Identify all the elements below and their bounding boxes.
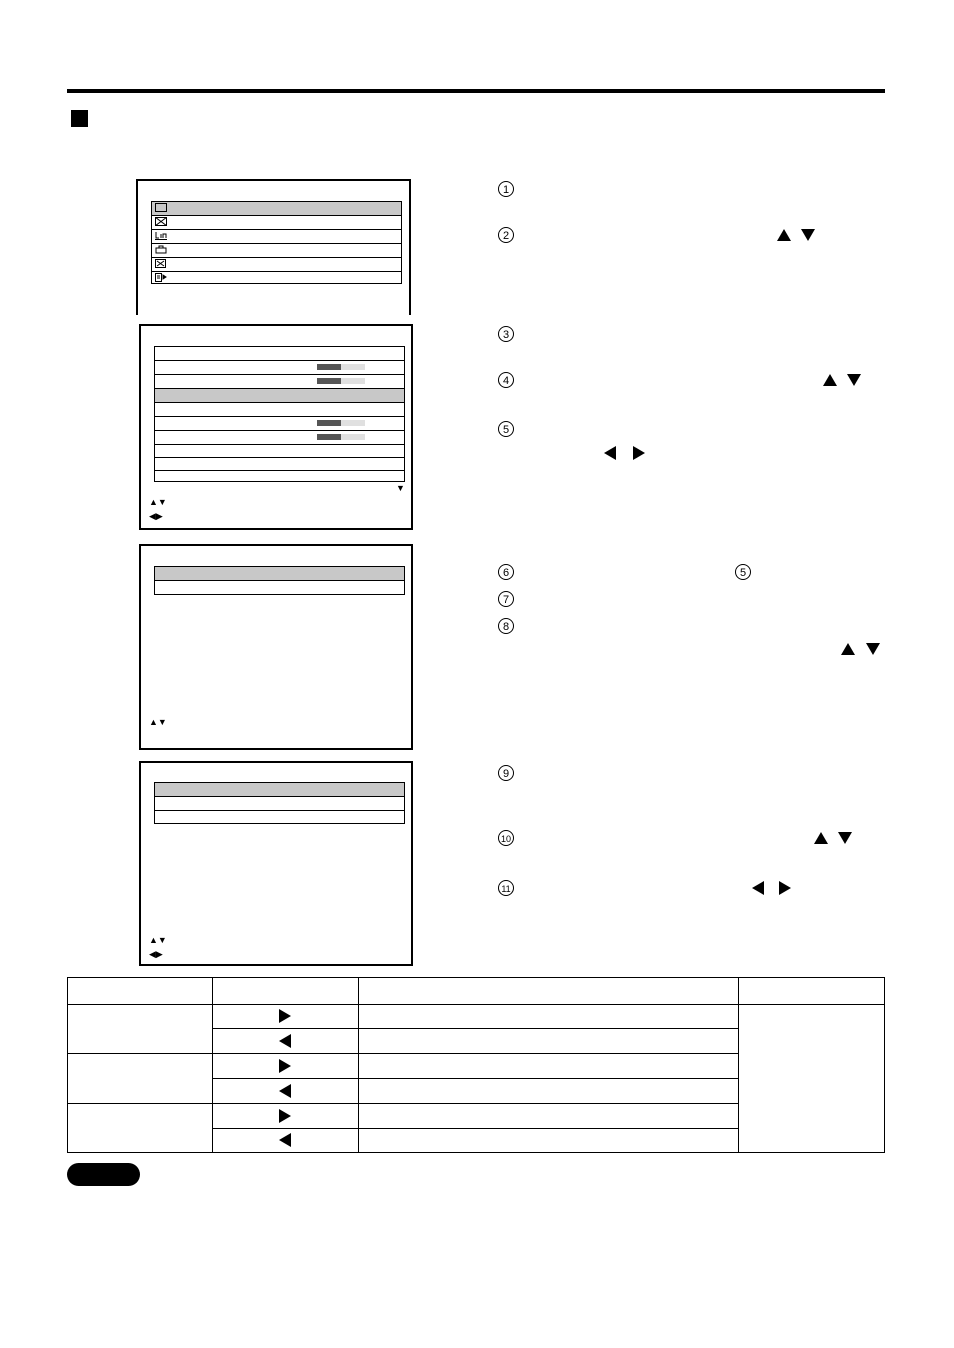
network-menu-icon [155, 273, 167, 282]
up-arrow-icon [823, 374, 837, 386]
menu-item-language[interactable] [152, 230, 401, 244]
up-arrow-icon [841, 643, 855, 655]
step-number-11: 11 [498, 880, 514, 896]
right-arrow-icon [279, 1009, 291, 1023]
adjustment-cell [358, 1029, 739, 1054]
header-cell-range [739, 978, 885, 1005]
option-menu-icon [155, 245, 167, 254]
adjustment-table [67, 977, 885, 1153]
left-arrow-icon [279, 1034, 291, 1048]
step-number-8: 8 [498, 618, 514, 634]
operation-cell [212, 1054, 358, 1079]
step-number-1: 1 [498, 181, 514, 197]
submenu-4-row-2[interactable] [155, 797, 404, 811]
main-menu-list [151, 201, 402, 284]
submenu-4-row-3[interactable] [155, 811, 404, 825]
position-menu-icon [155, 217, 167, 226]
submenu-row-10[interactable] [155, 471, 404, 483]
operation-cell [212, 1079, 358, 1104]
level-bar [317, 378, 365, 384]
down-arrow-icon [866, 643, 880, 655]
up-down-select-icon: ▲▼ [149, 717, 167, 727]
adjustment-cell [358, 1079, 739, 1104]
language-menu-icon [155, 231, 167, 240]
header-cell-item [68, 978, 213, 1005]
right-arrow-icon [779, 881, 791, 895]
menu-item-picture[interactable] [152, 202, 401, 216]
left-right-adjust-icon: ◀▶ [149, 949, 163, 959]
picture-submenu-list [154, 346, 405, 482]
submenu-4-row-1[interactable] [155, 783, 404, 797]
menu-item-option[interactable] [152, 244, 401, 258]
range-cell [739, 1005, 885, 1153]
operation-cell [212, 1104, 358, 1129]
submenu-4-list [154, 782, 405, 824]
step-number-5: 5 [498, 421, 514, 437]
left-arrow-icon [279, 1133, 291, 1147]
item-cell-3 [68, 1104, 213, 1153]
adjustment-cell [358, 1129, 739, 1153]
item-cell-2 [68, 1054, 213, 1104]
security-menu-icon [155, 259, 167, 268]
picture-submenu-screen [139, 324, 413, 530]
left-arrow-icon [752, 881, 764, 895]
submenu-row-3[interactable] [155, 375, 404, 389]
up-down-select-icon: ▲▼ [149, 935, 167, 945]
up-down-select-icon: ▲▼ [149, 497, 167, 507]
level-bar [317, 420, 365, 426]
submenu-row-1[interactable] [155, 347, 404, 361]
step-number-9: 9 [498, 765, 514, 781]
submenu-screen-4 [139, 761, 413, 966]
submenu-row-2[interactable] [155, 361, 404, 375]
submenu-3-row-2[interactable] [155, 581, 404, 596]
step-number-7: 7 [498, 591, 514, 607]
table-header-row [68, 978, 885, 1005]
submenu-row-8[interactable] [155, 445, 404, 458]
step-number-3: 3 [498, 326, 514, 342]
adjustment-cell [358, 1104, 739, 1129]
step-reference-5: 5 [735, 564, 751, 580]
adjustment-cell [358, 1054, 739, 1079]
submenu-screen-3 [139, 544, 413, 750]
operation-cell [212, 1129, 358, 1153]
item-cell-1 [68, 1005, 213, 1054]
down-arrow-icon [847, 374, 861, 386]
submenu-row-7[interactable] [155, 431, 404, 445]
black-square-icon [71, 110, 88, 127]
down-arrow-icon [838, 832, 852, 844]
table-row [68, 1005, 885, 1029]
scroll-down-icon: ▼ [396, 483, 405, 493]
right-arrow-icon [279, 1059, 291, 1073]
submenu-row-5[interactable] [155, 403, 404, 417]
level-bar [317, 434, 365, 440]
top-rule [67, 89, 885, 93]
submenu-3-list [154, 566, 405, 595]
main-menu-screen [136, 179, 411, 315]
header-cell-operation [212, 978, 358, 1005]
up-arrow-icon [814, 832, 828, 844]
step-number-4: 4 [498, 372, 514, 388]
operation-cell [212, 1005, 358, 1029]
step-number-6: 6 [498, 564, 514, 580]
step-number-2: 2 [498, 227, 514, 243]
up-arrow-icon [777, 229, 791, 241]
submenu-row-6[interactable] [155, 417, 404, 431]
submenu-3-row-1[interactable] [155, 567, 404, 581]
menu-item-security[interactable] [152, 258, 401, 272]
adjustment-cell [358, 1005, 739, 1029]
header-cell-adjustment [358, 978, 739, 1005]
menu-item-position[interactable] [152, 216, 401, 230]
picture-menu-icon [155, 203, 167, 212]
level-bar [317, 364, 365, 370]
left-arrow-icon [279, 1084, 291, 1098]
down-arrow-icon [801, 229, 815, 241]
left-arrow-icon [604, 446, 616, 460]
left-right-adjust-icon: ◀▶ [149, 511, 163, 521]
note-badge [67, 1163, 140, 1186]
menu-item-network[interactable] [152, 272, 401, 285]
right-arrow-icon [633, 446, 645, 460]
right-arrow-icon [279, 1109, 291, 1123]
operation-cell [212, 1029, 358, 1054]
step-number-10: 10 [498, 830, 514, 846]
submenu-row-9[interactable] [155, 458, 404, 471]
submenu-row-4-selected[interactable] [155, 389, 404, 403]
